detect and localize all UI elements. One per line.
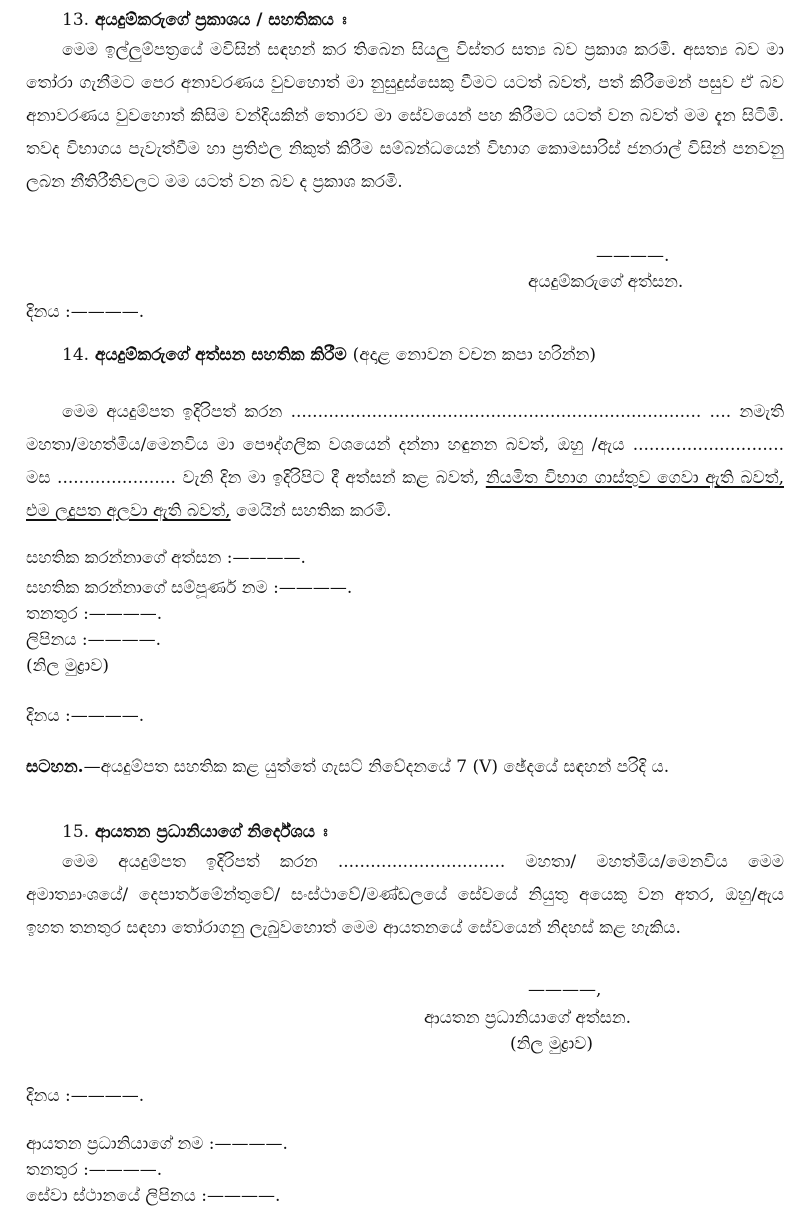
section-15-text: මෙම අයදුම්පත ඉදිරිපත් කරන ............................... මහතා/ මහත්මිය/මෙනවිය මෙම අමාත්‍යාංශයේ/ දෙපාර්තමේන්තුවේ/ සංස්ථාවේ/මණ්ඩලයේ සේවයේ නියුතු අයෙකු වන අතර, ඔහු/ඇය ඉහත තනතුර සඳහා තෝරාගනු ලැබුවහොත් මෙම ආයතනයේ සේවයෙන් නිදහස් කළ හැකිය.	[26, 852, 784, 938]
section-13-body	[26, 34, 784, 199]
note-label: සටහන.	[26, 757, 84, 777]
certifier-post: තනතුර :————.	[26, 604, 163, 624]
section-14-title: අයදුම්කරුගේ අත්සන සහතික කිරීම	[94, 345, 347, 365]
note-text: —අයදුම්පත සහතික කළ යුත්තේ ගැසට් නිවේදනයේ 7 (V) ඡේදයේ සඳහන් පරිදි ය.	[83, 757, 670, 777]
section-14-number: 14.	[62, 345, 90, 365]
section-14-heading	[62, 345, 596, 365]
section-14-underlined-text: නියමිත විභාග ගාස්තුව ගෙවා ඇති බවත්, එම ලදුපත අලවා ඇති බවත්,	[26, 468, 784, 521]
applicant-signature-line: ————.	[596, 246, 670, 266]
head-seal: (නිල මුද්‍රාව)	[510, 1034, 594, 1054]
note-paragraph	[26, 752, 784, 782]
section-13-number: 13.	[62, 10, 90, 30]
section-15-title: ආයතන ප්‍රධානියාගේ නිර්දේශය ඃ	[94, 822, 328, 842]
head-name: ආයතන ප්‍රධානියාගේ නම :————.	[26, 1134, 288, 1154]
applicant-signature-label: අයදුම්කරුගේ අත්සන.	[528, 272, 684, 292]
section-15-date: දිනය :————.	[26, 1086, 145, 1106]
certifier-signature: සහතික කරන්නාගේ අත්සන :————.	[26, 548, 306, 568]
section-14-instruction: (අදාළ නොවන වචන කපා හරින්න)	[352, 345, 596, 365]
section-15-number: 15.	[62, 822, 90, 842]
workplace-address: සේවා ස්ථානයේ ලිපිනය :————.	[26, 1186, 281, 1206]
section-14-text-a: මෙම අයදුම්පත ඉදිරිපත් කරන ............................................................................ .... නමැති මහතා/මහත්මිය/මෙනවිය මා පෞද්ගලික වශයෙන් දන්නා හඳුනන බවත්, ඔහු /ඇය ............................ මස ...................... වැනි දින මා ඉදිරිපිට දී අත්සන් කළ බවත්,	[26, 402, 784, 488]
section-14-date: දිනය :————.	[26, 706, 145, 726]
section-13-date: දිනය :————.	[26, 302, 145, 322]
section-14-text-b: මෙයින් සහතික කරමි.	[230, 501, 392, 521]
section-15-body	[26, 846, 784, 945]
section-14-body	[26, 396, 784, 528]
certifier-address: ලිපිනය :————.	[26, 630, 162, 650]
certifier-full-name: සහතික කරන්නාගේ සම්පූර්ණ නම :————.	[26, 578, 353, 598]
head-signature-line: ————,	[528, 980, 602, 1000]
section-13-text: මෙම ඉල්ලුම්පත්‍රයේ මවිසින් සඳහන් කර තිබෙන සියලු විස්තර සත්‍ය බව ප්‍රකාශ කරමි. අසත්‍ය බව මා තෝරා ගැනීමට පෙර අනාවරණය වුවහොත් මා නුසුදුස්සෙකු වීමට යටත් බවත්, පත් කිරීමෙන් පසුව ඒ බව අනාවරණය වුවහොත් කිසිම වන්දියකින් තොරව මා සේවයෙන් පහ කිරීමට යටත් වන බවත් මම දැන සිටිමි. තවද විභාගය පැවැත්වීම හා ප්‍රතිඵල නිකුත් කිරීම සම්බන්ධයෙන් විභාග කොමසාරිස් ජනරාල් විසින් පනවනු ලබන නීතිරීතිවලට මම යටත් වන බව ද ප්‍රකාශ කරමි.	[26, 40, 784, 192]
section-15-heading	[62, 822, 328, 842]
head-post: තනතුර :————.	[26, 1160, 163, 1180]
head-signature-label: ආයතන ප්‍රධානියාගේ අත්සන.	[424, 1008, 632, 1028]
section-13-title: අයදුම්කරුගේ ප්‍රකාශය / සහතිකය ඃ	[94, 10, 347, 30]
certifier-seal: (නිල මුද්‍රාව)	[26, 656, 110, 676]
section-13-heading	[62, 10, 347, 30]
